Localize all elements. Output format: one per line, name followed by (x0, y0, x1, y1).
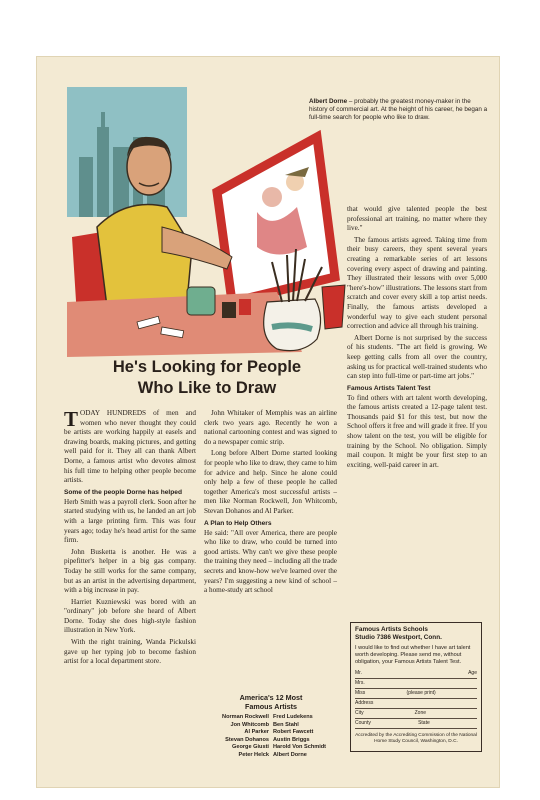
field-label: Mr. (355, 670, 362, 676)
artist-name: Jon Whitcomb (230, 721, 269, 728)
paragraph: To find others with art talent worth developing, the famous artists created a 12-page talent test. Thousands paid $1 for this test, but now the School offers it free and will grade it free. If you show talent on the test, you will be eligible for training by the School. No obligation. Simply mail coupon. It might be your first step to an exciting, well-paid career in art. (347, 393, 487, 469)
mail-coupon[interactable] (350, 622, 482, 752)
paragraph: He said: "All over America, there are people who like to draw, who could be turned into good artists. Why can't we give these people the training they need – including all the trade secrets and know-how we've learned over the years? I'm suggesting a new kind of school – a home-study art school (204, 528, 337, 595)
caption-name: Albert Dorne (309, 98, 348, 105)
coupon-field-mrs[interactable] (355, 679, 477, 689)
artist-torso (97, 205, 192, 308)
headline (67, 357, 347, 399)
field-label: Age (468, 670, 477, 676)
paragraph (64, 409, 196, 486)
coupon-accreditation: Accredited by the Accrediting Commission of the National Home Study Council, Washington, D.C. (355, 733, 477, 744)
artist-name: Norman Rockwell (222, 714, 269, 720)
paragraph: The famous artists agreed. Taking time from their busy careers, they spent several years creating a remarkable series of art lessons covering every aspect of drawing and painting. They illustrated their lessons with over 5,000 "here's-how" illustrations. The lessons start from scratch and cover every skill a top artist needs. Finally, the famous artists developed a wonderful way to give each student personal correction and advice all through his training. (347, 235, 487, 331)
artists-left-column (205, 714, 269, 760)
artist-name: George Giusti (232, 744, 269, 751)
paragraph: Harriet Kuzniewski was bored with an "ordinary" job before she heard of Albert Dorne. Today she does high-style fashion illustration in New York. (64, 597, 196, 635)
artist-name: Harold Von Schmidt (273, 744, 327, 751)
artist-name: Fred Ludekens (273, 714, 313, 720)
coupon-field-miss[interactable] (355, 689, 477, 699)
field-label: State (418, 720, 430, 726)
headline-line-1: He's Looking for People (112, 358, 302, 376)
illustration-caption (309, 98, 489, 122)
subhead: A Plan to Help Others (204, 519, 272, 527)
paragraph: Herb Smith was a payroll clerk. Soon after he started studying with us, he landed an art job with a large printing firm. This was four years ago; today he's head artist for the same firm. (64, 497, 196, 545)
artist-head (127, 137, 171, 195)
field-label: Zone (414, 710, 427, 716)
field-label: Mrs. (355, 680, 365, 686)
artists-title-line-2: Famous Artists (244, 702, 298, 711)
paragraph: With the right training, Wanda Pickulski gave up her typing job to become fashion artist for a local department store. (64, 638, 196, 666)
field-label: Miss (355, 690, 366, 696)
drop-cap: T (64, 407, 79, 431)
artist-illustration (67, 87, 347, 357)
artist-name: Robert Fawcett (273, 729, 314, 736)
artist-name: Al Parker (244, 729, 269, 736)
artist-name: Peter Helck (238, 751, 269, 758)
paragraph-text: ODAY HUNDREDS of men and women who never thought they could be artists are working happily at easels and drawing boards, making pictures, and getting well paid for it. They all can thank Albert Dorne, a famous artist who devotes almost his full time to helping other people become artists. (64, 409, 196, 485)
coupon-title-line-2: Studio 7386 Westport, Conn. (355, 634, 442, 641)
subhead: Famous Artists Talent Test (347, 384, 431, 392)
artists-grid (205, 714, 337, 760)
subhead: Some of the people Dorne has helped (64, 488, 182, 496)
paragraph: Long before Albert Dorne started looking for people who like to draw, they came to him for advice and help. Since he alone could only help a few of these people he called together America's most successful artists – men like Norman Rockwell, Jon Whitcomb, Stevan Dohanos and Al Parker. (204, 449, 337, 515)
field-label: County (355, 720, 371, 726)
artists-right-column (273, 714, 337, 760)
coupon-field-mr[interactable] (355, 669, 477, 679)
headline-line-2: Who Like to Draw (137, 379, 277, 397)
article-column-2 (204, 409, 337, 598)
paragraph: that would give talented people the best professional art training, no matter where they live." (347, 205, 487, 233)
artists-title (205, 693, 337, 711)
field-label: (please print) (406, 690, 436, 696)
article-column-3 (347, 205, 487, 472)
artists-title-line-1: America's 12 Most (239, 693, 303, 702)
coupon-title (355, 626, 477, 642)
paragraph: John Whitaker of Memphis was an airline clerk two years ago. Recently he won a national cartooning contest and was signed to do a newspaper comic strip. (204, 409, 337, 446)
coupon-title-line-1: Famous Artists Schools (355, 626, 428, 633)
comic-back-cover-page (36, 56, 500, 788)
coupon-field-address[interactable] (355, 699, 477, 709)
red-cup (322, 285, 345, 329)
artist-name: Albert Dorne (273, 751, 307, 758)
coupon-field-county[interactable] (355, 719, 477, 729)
artist-name: Ben Stahl (273, 721, 299, 728)
caption-text: – probably the greatest money-maker in the history of commercial art. At the height of his career, he began a full-time search for people who like to draw. (309, 98, 488, 121)
field-label: City (355, 710, 364, 716)
field-label: Address (355, 700, 374, 706)
article-column-1 (64, 409, 196, 669)
artist-name: Austin Briggs (273, 736, 310, 743)
famous-artists-list (205, 693, 337, 760)
paragraph: John Busketta is another. He was a pipefitter's helper in a big gas company. Today he still works for the same company, but as an artist in the advertising department, with a big increase in pay. (64, 547, 196, 595)
paragraph: Albert Dorne is not surprised by the success of his students. "The art field is growing. We keep getting calls from all over the country, asking us for practical well-trained students who can step into full-time or part-time art jobs." (347, 333, 487, 381)
coupon-field-city[interactable] (355, 709, 477, 719)
artist-name: Stevan Dohanos (225, 736, 269, 743)
coupon-body: I would like to find out whether I have art talent worth developing. Please send me, without obligation, your Famous Artists Talent Test. (355, 645, 471, 665)
